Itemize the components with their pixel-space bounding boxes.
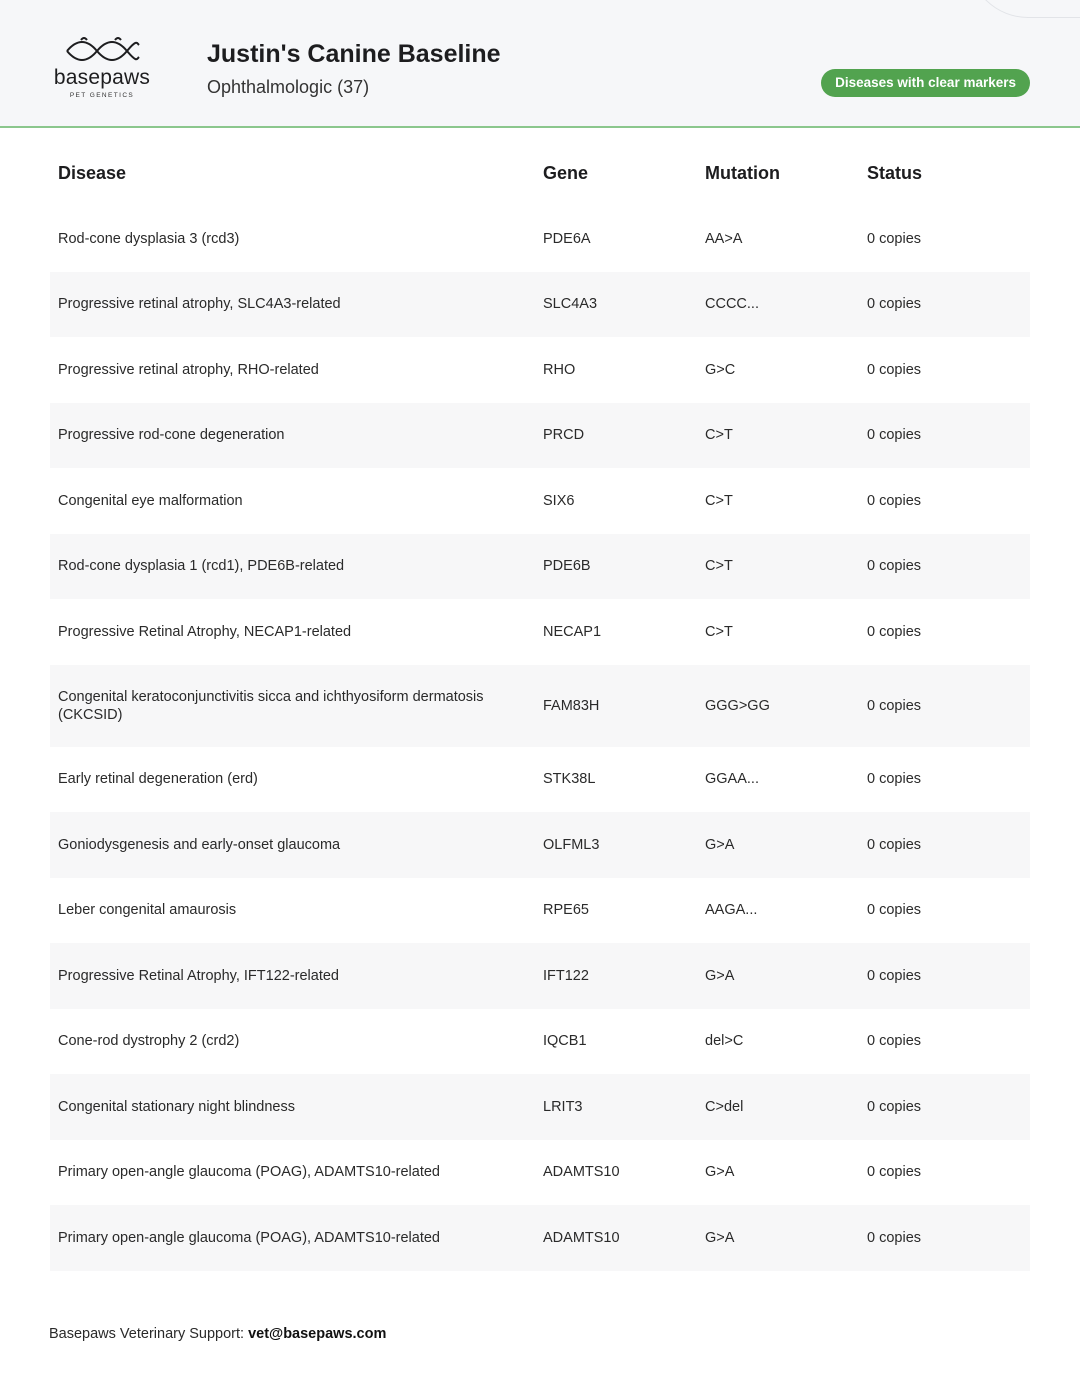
dna-helix-icon <box>63 36 141 66</box>
status-cell: 0 copies <box>867 492 922 509</box>
table-row <box>50 1140 1030 1206</box>
column-header-status: Status <box>867 162 923 183</box>
gene-cell: STK38L <box>543 771 596 788</box>
column-header-gene: Gene <box>543 162 589 183</box>
table-row <box>50 272 1030 338</box>
gene-cell: PRCD <box>535 403 697 469</box>
disease-cell: Goniodysgenesis and early-onset glaucoma <box>50 812 535 878</box>
status-cell: 0 copies <box>859 812 1030 878</box>
disease-cell: Rod-cone dysplasia 3 (rcd3) <box>58 230 240 247</box>
status-cell: 0 copies <box>867 623 922 640</box>
table-row <box>50 1205 1030 1271</box>
table-row <box>50 943 1030 1009</box>
disease-cell: Progressive Retinal Atrophy, NECAP1-related <box>58 623 352 640</box>
mutation-cell: G>A <box>697 943 859 1009</box>
mutation-cell: del>C <box>705 1033 744 1050</box>
disease-cell: Cone-rod dystrophy 2 (crd2) <box>58 1033 240 1050</box>
mutation-cell: C>T <box>697 403 859 469</box>
mutation-cell: GGAA... <box>705 771 759 788</box>
report-header <box>0 0 1080 128</box>
gene-cell: ADAMTS10 <box>543 1164 620 1181</box>
status-cell: 0 copies <box>859 943 1030 1009</box>
gene-cell: SIX6 <box>543 492 575 509</box>
support-label: Basepaws Veterinary Support: <box>49 1326 245 1342</box>
gene-cell: RPE65 <box>543 902 589 919</box>
table-row <box>50 747 1030 813</box>
mutation-cell: C>del <box>697 1074 859 1140</box>
disease-cell: Leber congenital amaurosis <box>58 902 237 919</box>
table-row <box>50 599 1030 665</box>
table-row <box>50 665 1030 747</box>
mutation-cell: C>T <box>705 623 733 640</box>
table-row <box>50 1009 1030 1075</box>
gene-cell: FAM83H <box>535 665 697 747</box>
disease-cell: Progressive Retinal Atrophy, IFT122-related <box>50 943 535 1009</box>
gene-cell: OLFML3 <box>535 812 697 878</box>
report-title: Justin's Canine Baseline <box>207 40 501 68</box>
disease-cell: Congenital keratoconjunctivitis sicca and ichthyosiform dermatosis (CKCSID) <box>50 665 535 747</box>
status-cell: 0 copies <box>867 1033 922 1050</box>
disease-cell: Progressive retinal atrophy, SLC4A3-related <box>50 272 535 338</box>
status-cell: 0 copies <box>867 902 922 919</box>
status-cell: 0 copies <box>867 230 922 247</box>
column-header-disease: Disease <box>58 162 127 183</box>
disease-table <box>50 140 1030 1271</box>
gene-cell: SLC4A3 <box>535 272 697 338</box>
mutation-cell: GGG>GG <box>697 665 859 747</box>
gene-cell: LRIT3 <box>535 1074 697 1140</box>
gene-cell: PDE6A <box>543 230 591 247</box>
status-cell: 0 copies <box>859 403 1030 469</box>
mutation-cell: CCCC... <box>697 272 859 338</box>
gene-cell: PDE6B <box>535 534 697 600</box>
disease-cell: Early retinal degeneration (erd) <box>58 771 258 788</box>
gene-cell: NECAP1 <box>543 623 602 640</box>
table-row <box>50 878 1030 944</box>
clear-markers-filter-button[interactable]: Diseases with clear markers <box>821 69 1030 97</box>
mutation-cell: AA>A <box>705 230 743 247</box>
gene-cell: IFT122 <box>535 943 697 1009</box>
mutation-cell: G>C <box>705 361 736 378</box>
status-cell: 0 copies <box>859 1205 1030 1271</box>
status-cell: 0 copies <box>859 1074 1030 1140</box>
gene-cell: IQCB1 <box>543 1033 587 1050</box>
report-category: Ophthalmologic (37) <box>207 77 370 97</box>
status-cell: 0 copies <box>867 771 922 788</box>
status-cell: 0 copies <box>867 361 922 378</box>
mutation-cell: C>T <box>697 534 859 600</box>
gene-cell: RHO <box>543 361 576 378</box>
disease-cell: Congenital stationary night blindness <box>50 1074 535 1140</box>
table-row <box>50 468 1030 534</box>
mutation-cell: G>A <box>705 1164 735 1181</box>
gene-cell: ADAMTS10 <box>535 1205 697 1271</box>
logo-wordmark: basepaws <box>53 66 151 89</box>
status-cell: 0 copies <box>859 665 1030 747</box>
disease-cell: Primary open-angle glaucoma (POAG), ADAMTS10-related <box>58 1164 440 1181</box>
disease-cell: Progressive rod-cone degeneration <box>50 403 535 469</box>
disease-cell: Progressive retinal atrophy, RHO-related <box>58 361 319 378</box>
column-header-mutation: Mutation <box>705 162 780 183</box>
support-footer <box>49 1326 386 1342</box>
status-cell: 0 copies <box>859 534 1030 600</box>
table-row <box>50 206 1030 272</box>
mutation-cell: G>A <box>697 812 859 878</box>
table-row <box>50 534 1030 600</box>
table-row <box>50 1074 1030 1140</box>
table-row <box>50 403 1030 469</box>
disease-cell: Primary open-angle glaucoma (POAG), ADAMTS10-related <box>50 1205 535 1271</box>
table-header-row <box>50 140 1030 206</box>
status-cell: 0 copies <box>867 1164 922 1181</box>
mutation-cell: AAGA... <box>705 902 758 919</box>
mutation-cell: C>T <box>705 492 733 509</box>
logo-tagline: PET GENETICS <box>69 92 135 99</box>
table-row <box>50 337 1030 403</box>
basepaws-logo <box>48 36 156 106</box>
mutation-cell: G>A <box>697 1205 859 1271</box>
disease-cell: Congenital eye malformation <box>58 492 243 509</box>
support-email-link[interactable]: vet@basepaws.com <box>248 1326 387 1342</box>
disease-cell: Rod-cone dysplasia 1 (rcd1), PDE6B-related <box>50 534 535 600</box>
status-cell: 0 copies <box>859 272 1030 338</box>
table-row <box>50 812 1030 878</box>
decorative-corner <box>968 0 1080 18</box>
